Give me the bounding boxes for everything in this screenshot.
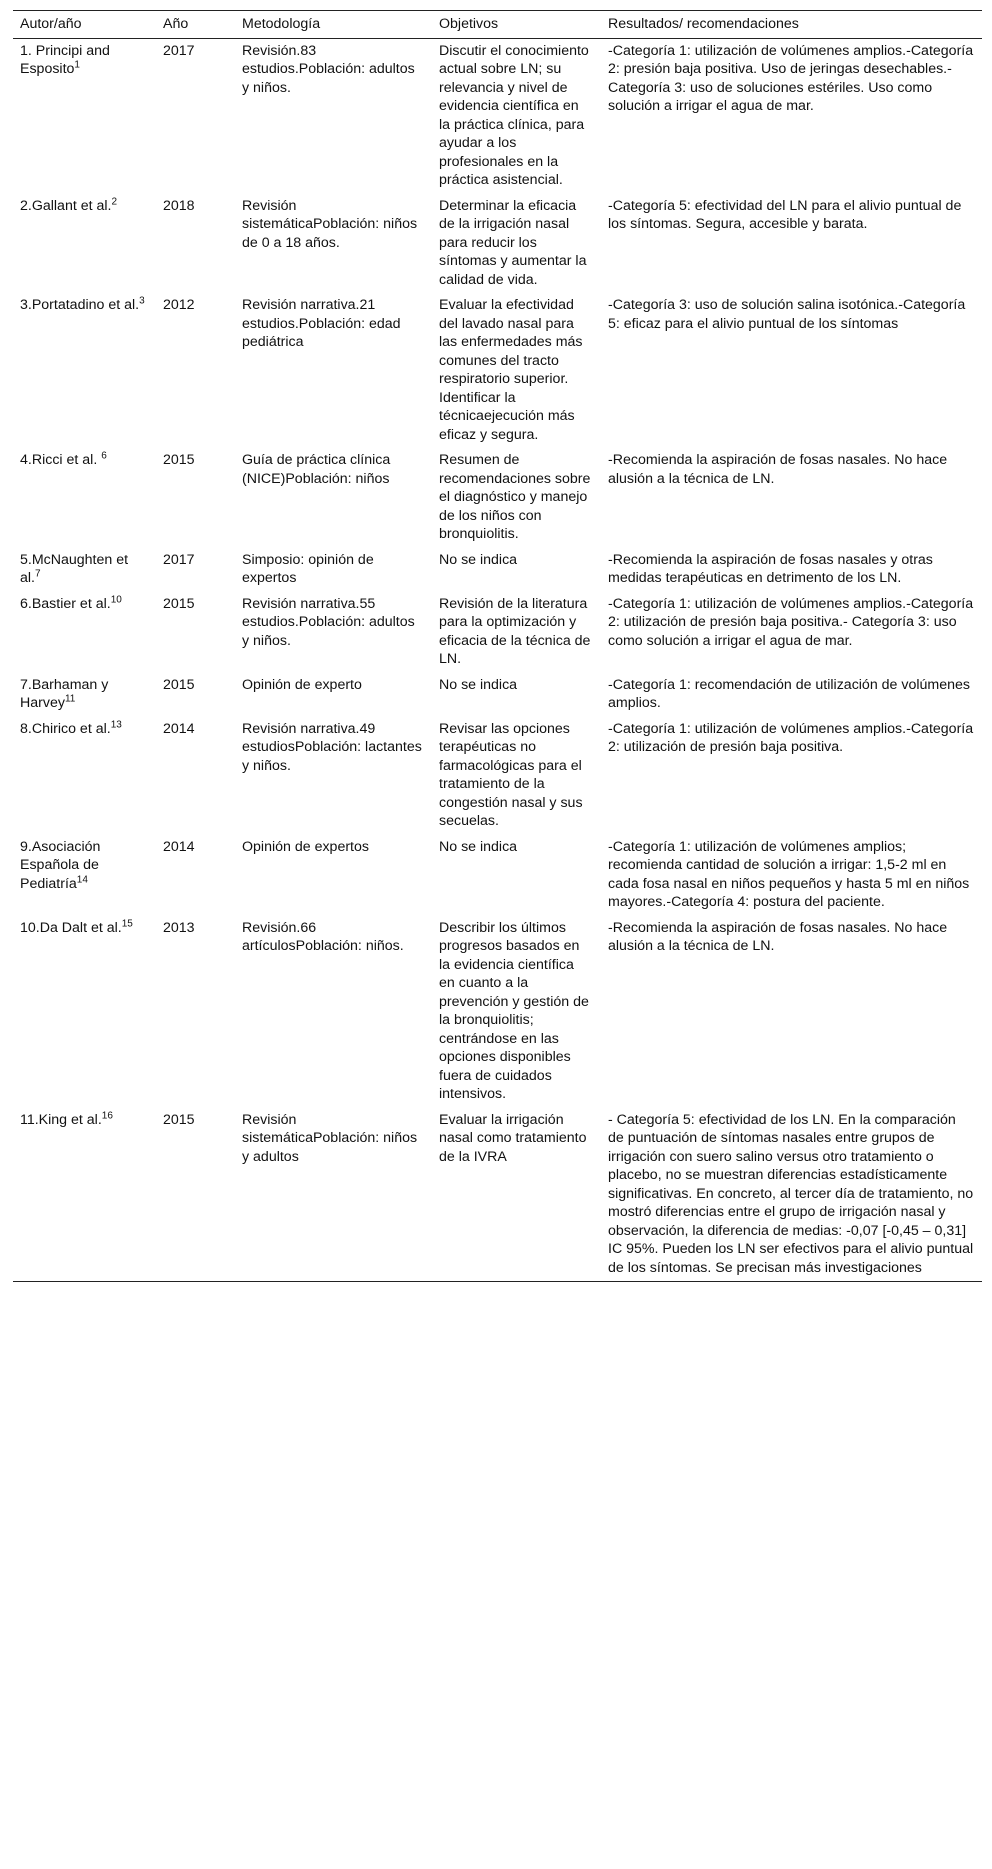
author-cell bbox=[13, 592, 156, 673]
year-cell bbox=[156, 673, 235, 717]
table-row bbox=[13, 673, 982, 717]
results-text: -Categoría 5: efectividad del LN para el alivio puntual de los síntomas. Segura, accesible y barata. bbox=[608, 197, 962, 232]
method-cell bbox=[235, 1108, 432, 1282]
objective-text: Resumen de recomendaciones sobre el diagnóstico y manejo de los niños con bronquiolitis. bbox=[439, 452, 591, 542]
method-cell bbox=[235, 916, 432, 1108]
author-text: 6.Bastier et al. bbox=[20, 595, 111, 612]
year-cell bbox=[156, 194, 235, 294]
year-cell bbox=[156, 835, 235, 916]
review-table bbox=[13, 10, 982, 1282]
method-text: Revisión sistemáticaPoblación: niños y adultos bbox=[242, 1111, 418, 1165]
method-cell bbox=[235, 592, 432, 673]
results-cell bbox=[601, 717, 982, 835]
header-author: Autor/año bbox=[13, 11, 156, 39]
table-row bbox=[13, 548, 982, 592]
results-text: -Categoría 3: uso de solución salina isotónica.-Categoría 5: eficaz para el alivio puntual de los síntomas bbox=[608, 297, 966, 332]
results-cell bbox=[601, 38, 982, 194]
table-row bbox=[13, 38, 982, 194]
results-cell bbox=[601, 293, 982, 448]
year-text: 2014 bbox=[163, 838, 195, 855]
results-text: -Recomienda la aspiración de fosas nasales y otras medidas terapéuticas en detrimento de los LN. bbox=[608, 551, 933, 586]
author-cell bbox=[13, 717, 156, 835]
method-text: Revisión narrativa.55 estudios.Población: adultos y niños. bbox=[242, 595, 415, 649]
year-cell bbox=[156, 916, 235, 1108]
reference-number: 15 bbox=[121, 917, 133, 929]
method-text: Revisión narrativa.49 estudiosPoblación: lactantes y niños. bbox=[242, 720, 422, 774]
header-results: Resultados/ recomendaciones bbox=[601, 11, 982, 39]
objective-cell bbox=[432, 673, 601, 717]
reference-number: 6 bbox=[101, 450, 107, 462]
year-cell bbox=[156, 448, 235, 548]
header-objective: Objetivos bbox=[432, 11, 601, 39]
results-text: -Categoría 1: utilización de volúmenes amplios.-Categoría 2: utilización de presión baja positiva. bbox=[608, 720, 974, 755]
objective-text: Revisar las opciones terapéuticas no farmacológicas para el tratamiento de la congestión nasal y sus secuelas. bbox=[439, 720, 583, 829]
table-row bbox=[13, 293, 982, 448]
objective-cell bbox=[432, 916, 601, 1108]
objective-text: Evaluar la efectividad del lavado nasal para las enfermedades más comunes del tracto respiratorio superior. Identificar la técnicaejecución más eficaz y segura. bbox=[439, 297, 583, 443]
results-cell bbox=[601, 548, 982, 592]
author-text: 2.Gallant et al. bbox=[20, 197, 112, 214]
results-text: -Categoría 1: recomendación de utilización de volúmenes amplios. bbox=[608, 676, 970, 711]
reference-number: 2 bbox=[111, 195, 118, 207]
method-cell bbox=[235, 194, 432, 294]
method-cell bbox=[235, 673, 432, 717]
method-cell bbox=[235, 448, 432, 548]
results-text: -Categoría 1: utilización de volúmenes amplios.-Categoría 2: utilización de presión baja positiva.- Categoría 3: uso como solución a irrigar el agua de mar. bbox=[608, 595, 974, 649]
reference-number: 14 bbox=[76, 873, 88, 885]
method-cell bbox=[235, 835, 432, 916]
author-text: 3.Portatadino et al. bbox=[20, 297, 140, 313]
table-row bbox=[13, 835, 982, 916]
year-text: 2014 bbox=[163, 720, 195, 737]
results-text: - Categoría 5: efectividad de los LN. En la comparación de puntuación de síntomas nasales entre grupos de irrigación con suero salino versus otro tratamiento o placebo, no se muestran diferencias estadísticamente significativas. En concreto, al tercer día de tratamiento, no mostró diferencias entre el grupo de irrigación nasal y observación, la diferencia de medias: -0,07 [-0,45 – 0,31] IC 95%. Pueden los LN ser efectivos para el alivio puntual de los síntomas. Se precisan más investigaciones bbox=[608, 1111, 974, 1276]
table-row bbox=[13, 592, 982, 673]
method-cell bbox=[235, 38, 432, 194]
year-text: 2015 bbox=[163, 452, 195, 468]
objective-text: No se indica bbox=[439, 676, 518, 693]
objective-cell bbox=[432, 448, 601, 548]
objective-cell bbox=[432, 194, 601, 294]
year-text: 2012 bbox=[163, 297, 195, 313]
method-text: Revisión.83 estudios.Población: adultos y niños. bbox=[242, 42, 415, 96]
table-row bbox=[13, 194, 982, 294]
author-cell bbox=[13, 673, 156, 717]
results-cell bbox=[601, 673, 982, 717]
author-text: 8.Chirico et al. bbox=[20, 720, 111, 737]
method-cell bbox=[235, 548, 432, 592]
author-cell bbox=[13, 835, 156, 916]
results-cell bbox=[601, 592, 982, 673]
author-cell bbox=[13, 1108, 156, 1282]
year-cell bbox=[156, 1108, 235, 1282]
year-text: 2015 bbox=[163, 676, 195, 693]
method-text: Revisión.66 artículosPoblación: niños. bbox=[242, 919, 404, 954]
objective-text: Describir los últimos progresos basados en la evidencia científica en cuanto a la prevención y gestión de la bronquiolitis; centrándose en las opciones disponibles fuera de cuidados intensivos. bbox=[439, 919, 589, 1102]
objective-text: Determinar la eficacia de la irrigación nasal para reducir los síntomas y aumentar la calidad de vida. bbox=[439, 197, 587, 288]
author-text: 7.Barhaman y Harvey bbox=[20, 676, 109, 711]
header-year: Año bbox=[156, 11, 235, 39]
objective-cell bbox=[432, 293, 601, 448]
year-text: 2013 bbox=[163, 919, 195, 936]
reference-number: 13 bbox=[110, 718, 122, 730]
method-text: Opinión de experto bbox=[242, 676, 362, 693]
year-text: 2015 bbox=[163, 595, 195, 612]
year-cell bbox=[156, 293, 235, 448]
year-cell bbox=[156, 717, 235, 835]
results-text: -Recomienda la aspiración de fosas nasales. No hace alusión a la técnica de LN. bbox=[608, 452, 948, 487]
author-text: 1. Principi and Esposito bbox=[20, 42, 110, 77]
author-text: 9.Asociación Española de Pediatría bbox=[20, 838, 101, 892]
method-cell bbox=[235, 293, 432, 448]
table-row bbox=[13, 916, 982, 1108]
results-text: -Categoría 1: utilización de volúmenes amplios; recomienda cantidad de solución a irrigar: 1,5-2 ml en cada fosa nasal en niños pequeños y hasta 5 ml en niños mayores.-Categoría 4: postura del paciente. bbox=[608, 838, 970, 910]
objective-text: Evaluar la irrigación nasal como tratamiento de la IVRA bbox=[439, 1111, 587, 1165]
author-text: 10.Da Dalt et al. bbox=[20, 919, 122, 936]
year-cell bbox=[156, 592, 235, 673]
objective-cell bbox=[432, 548, 601, 592]
reference-number: 7 bbox=[34, 568, 41, 580]
author-text: 4.Ricci et al. bbox=[20, 452, 102, 468]
method-text: Revisión sistemáticaPoblación: niños de 0 a 18 años. bbox=[242, 197, 418, 251]
author-cell bbox=[13, 448, 156, 548]
year-text: 2017 bbox=[163, 551, 195, 568]
reference-number: 10 bbox=[110, 593, 122, 605]
table-row bbox=[13, 448, 982, 548]
objective-text: No se indica bbox=[439, 838, 518, 855]
results-cell bbox=[601, 448, 982, 548]
author-cell bbox=[13, 194, 156, 294]
reference-number: 16 bbox=[101, 1109, 113, 1121]
objective-cell bbox=[432, 1108, 601, 1282]
reference-number: 1 bbox=[74, 59, 80, 71]
method-text: Opinión de expertos bbox=[242, 838, 369, 855]
results-cell bbox=[601, 194, 982, 294]
objective-text: Discutir el conocimiento actual sobre LN; su relevancia y nivel de evidencia científica en la práctica clínica, para ayudar a los profesionales en la práctica asistencial. bbox=[439, 42, 589, 188]
author-cell bbox=[13, 293, 156, 448]
reference-number: 11 bbox=[64, 693, 76, 705]
year-text: 2018 bbox=[163, 197, 195, 214]
reference-number: 3 bbox=[139, 295, 145, 307]
results-cell bbox=[601, 1108, 982, 1282]
year-cell bbox=[156, 38, 235, 194]
author-cell bbox=[13, 548, 156, 592]
method-text: Guía de práctica clínica (NICE)Población: niños bbox=[242, 452, 391, 487]
objective-cell bbox=[432, 835, 601, 916]
table-row bbox=[13, 1108, 982, 1282]
header-method: Metodología bbox=[235, 11, 432, 39]
author-cell bbox=[13, 916, 156, 1108]
method-text: Revisión narrativa.21 estudios.Población: edad pediátrica bbox=[242, 297, 401, 350]
objective-cell bbox=[432, 592, 601, 673]
author-text: 11.King et al. bbox=[20, 1111, 102, 1128]
year-text: 2017 bbox=[163, 42, 195, 59]
table-row bbox=[13, 717, 982, 835]
results-text: -Categoría 1: utilización de volúmenes amplios.-Categoría 2: presión baja positiva. Uso de jeringas desechables.-Categoría 3: uso de soluciones estériles. Uso como solución a irrigar el agua de mar. bbox=[608, 42, 974, 114]
author-cell bbox=[13, 38, 156, 194]
year-text: 2015 bbox=[163, 1111, 195, 1128]
method-text: Simposio: opinión de expertos bbox=[242, 551, 374, 586]
results-cell bbox=[601, 916, 982, 1108]
header-row bbox=[13, 11, 982, 39]
objective-cell bbox=[432, 717, 601, 835]
results-cell bbox=[601, 835, 982, 916]
results-text: -Recomienda la aspiración de fosas nasales. No hace alusión a la técnica de LN. bbox=[608, 919, 948, 954]
objective-text: Revisión de la literatura para la optimización y eficacia de la técnica de LN. bbox=[439, 595, 591, 667]
method-cell bbox=[235, 717, 432, 835]
objective-cell bbox=[432, 38, 601, 194]
author-text: 5.McNaughten et al. bbox=[20, 551, 129, 586]
year-cell bbox=[156, 548, 235, 592]
objective-text: No se indica bbox=[439, 551, 518, 568]
